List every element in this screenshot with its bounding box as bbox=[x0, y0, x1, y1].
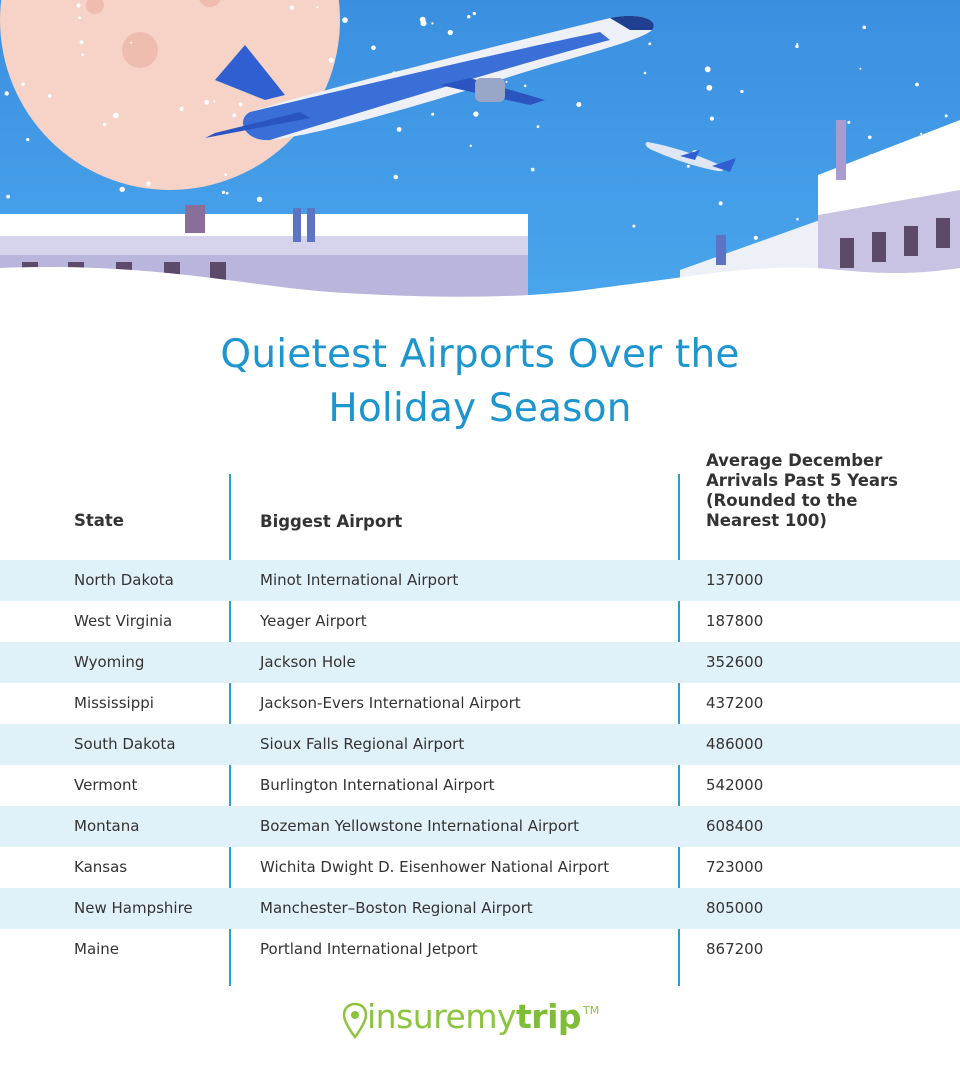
snowflake bbox=[537, 125, 540, 128]
table-row bbox=[0, 888, 960, 929]
cell-state: Wyoming bbox=[74, 653, 145, 671]
column-header-state: State bbox=[74, 511, 124, 530]
logo-wordmark bbox=[367, 992, 581, 1042]
cell-arrivals: 352600 bbox=[706, 653, 764, 671]
snowflake bbox=[257, 197, 262, 202]
snowflake bbox=[473, 12, 476, 15]
snowflake bbox=[710, 117, 714, 121]
snowflake bbox=[448, 30, 453, 35]
cell-airport: Portland International Jetport bbox=[260, 940, 478, 958]
snowflake bbox=[120, 187, 125, 192]
cell-state: North Dakota bbox=[74, 571, 174, 589]
table-row bbox=[0, 847, 960, 888]
table-row bbox=[0, 560, 960, 601]
cell-airport: Manchester–Boston Regional Airport bbox=[260, 899, 533, 917]
snowflake bbox=[740, 90, 743, 93]
table-row bbox=[0, 806, 960, 847]
cell-state: South Dakota bbox=[74, 735, 176, 753]
table-row bbox=[0, 724, 960, 765]
snowflake bbox=[213, 100, 215, 102]
snowflake bbox=[394, 175, 399, 180]
snowflake bbox=[795, 45, 798, 48]
snowflake bbox=[945, 114, 948, 117]
snowflake bbox=[796, 218, 799, 221]
cell-airport: Bozeman Yellowstone International Airport bbox=[260, 817, 580, 835]
snowflake bbox=[232, 113, 236, 117]
snowflake bbox=[862, 26, 866, 30]
cell-airport: Yeager Airport bbox=[260, 612, 367, 630]
snowflake bbox=[754, 236, 758, 240]
logo-text-trip: trip bbox=[516, 997, 581, 1036]
cell-arrivals: 723000 bbox=[706, 858, 764, 876]
cell-state: Mississippi bbox=[74, 694, 154, 712]
snowflake bbox=[371, 46, 376, 51]
snowflake bbox=[915, 83, 919, 87]
column-header-airport: Biggest Airport bbox=[260, 512, 403, 531]
cell-arrivals: 542000 bbox=[706, 776, 764, 794]
snowflake bbox=[397, 127, 402, 132]
snowflake bbox=[920, 133, 922, 135]
snowflake bbox=[847, 121, 850, 124]
snowflake bbox=[290, 6, 294, 10]
snowflake bbox=[506, 81, 508, 83]
logo-text-insuremy: insuremy bbox=[367, 997, 517, 1036]
arrivals-header-line: Arrivals Past 5 Years bbox=[706, 471, 898, 490]
table-row bbox=[0, 765, 960, 806]
table-row bbox=[0, 601, 960, 642]
snowflake bbox=[21, 82, 24, 85]
snowflake bbox=[473, 111, 478, 116]
snowflake bbox=[239, 103, 243, 107]
snowflake bbox=[113, 113, 119, 119]
snowflake bbox=[576, 102, 581, 107]
snowflake bbox=[796, 43, 798, 45]
snowflake bbox=[859, 68, 861, 70]
snowflake bbox=[316, 6, 318, 8]
snowflake bbox=[467, 15, 470, 18]
snowflake bbox=[6, 195, 10, 199]
snowflake bbox=[431, 113, 434, 116]
cell-arrivals: 437200 bbox=[706, 694, 764, 712]
brand-logo bbox=[343, 992, 599, 1048]
snowflake bbox=[48, 94, 52, 98]
title-line-2: Holiday Season bbox=[328, 386, 632, 431]
hero-illustration bbox=[0, 0, 960, 310]
table-row bbox=[0, 642, 960, 683]
cell-airport: Sioux Falls Regional Airport bbox=[260, 735, 465, 753]
cell-airport: Wichita Dwight D. Eisenhower National Airport bbox=[260, 858, 610, 876]
snowflake bbox=[705, 66, 711, 72]
location-pin-icon bbox=[343, 1003, 367, 1039]
cell-arrivals: 486000 bbox=[706, 735, 764, 753]
cell-arrivals: 137000 bbox=[706, 571, 764, 589]
cell-state: New Hampshire bbox=[74, 899, 193, 917]
snowflake bbox=[226, 192, 229, 195]
snowflake bbox=[26, 138, 29, 141]
cell-arrivals: 608400 bbox=[706, 817, 764, 835]
snowflake bbox=[224, 173, 227, 176]
cell-state: West Virginia bbox=[74, 612, 173, 630]
snowflake bbox=[81, 53, 84, 56]
snowflake bbox=[130, 42, 132, 44]
arrivals-header-line: (Rounded to the bbox=[706, 491, 858, 510]
page-title bbox=[0, 328, 960, 436]
column-header-arrivals bbox=[706, 451, 936, 531]
snowflake bbox=[648, 42, 651, 45]
cell-airport: Burlington International Airport bbox=[260, 776, 495, 794]
snowflake bbox=[146, 181, 151, 186]
table-row bbox=[0, 929, 960, 970]
title-line-1: Quietest Airports Over the bbox=[220, 332, 740, 377]
cell-state: Maine bbox=[74, 940, 120, 958]
snowflake bbox=[431, 22, 433, 24]
cell-arrivals: 805000 bbox=[706, 899, 764, 917]
snowflake bbox=[180, 107, 184, 111]
snowflake bbox=[644, 72, 647, 75]
cell-state: Vermont bbox=[74, 776, 138, 794]
cell-arrivals: 867200 bbox=[706, 940, 764, 958]
snowflake bbox=[687, 165, 690, 168]
cell-airport: Jackson-Evers International Airport bbox=[260, 694, 521, 712]
snowflake bbox=[524, 85, 527, 88]
cell-airport: Jackson Hole bbox=[260, 653, 356, 671]
snowflake bbox=[222, 191, 225, 194]
snowflake bbox=[719, 201, 723, 205]
snowflake bbox=[470, 145, 472, 147]
table-row bbox=[0, 683, 960, 724]
arrivals-header-line: Nearest 100) bbox=[706, 511, 827, 530]
cell-state: Montana bbox=[74, 817, 140, 835]
snowflake bbox=[531, 168, 535, 172]
snowflake bbox=[204, 100, 209, 105]
snowflake bbox=[103, 123, 107, 127]
snowflake bbox=[342, 17, 348, 23]
snowflake bbox=[706, 85, 712, 91]
snowflake bbox=[5, 91, 9, 95]
snowflake bbox=[80, 40, 84, 44]
cell-airport: Minot International Airport bbox=[260, 571, 459, 589]
snowflake bbox=[868, 136, 872, 140]
arrivals-header-line: Average December bbox=[706, 451, 883, 470]
cell-arrivals: 187800 bbox=[706, 612, 764, 630]
snowflake bbox=[420, 17, 426, 23]
snowflake bbox=[632, 225, 635, 228]
cell-state: Kansas bbox=[74, 858, 128, 876]
snowflake bbox=[76, 3, 80, 7]
data-table bbox=[0, 560, 960, 970]
snowflake bbox=[329, 58, 334, 63]
logo-trademark: TM bbox=[583, 1004, 600, 1017]
snowflake bbox=[78, 16, 81, 19]
